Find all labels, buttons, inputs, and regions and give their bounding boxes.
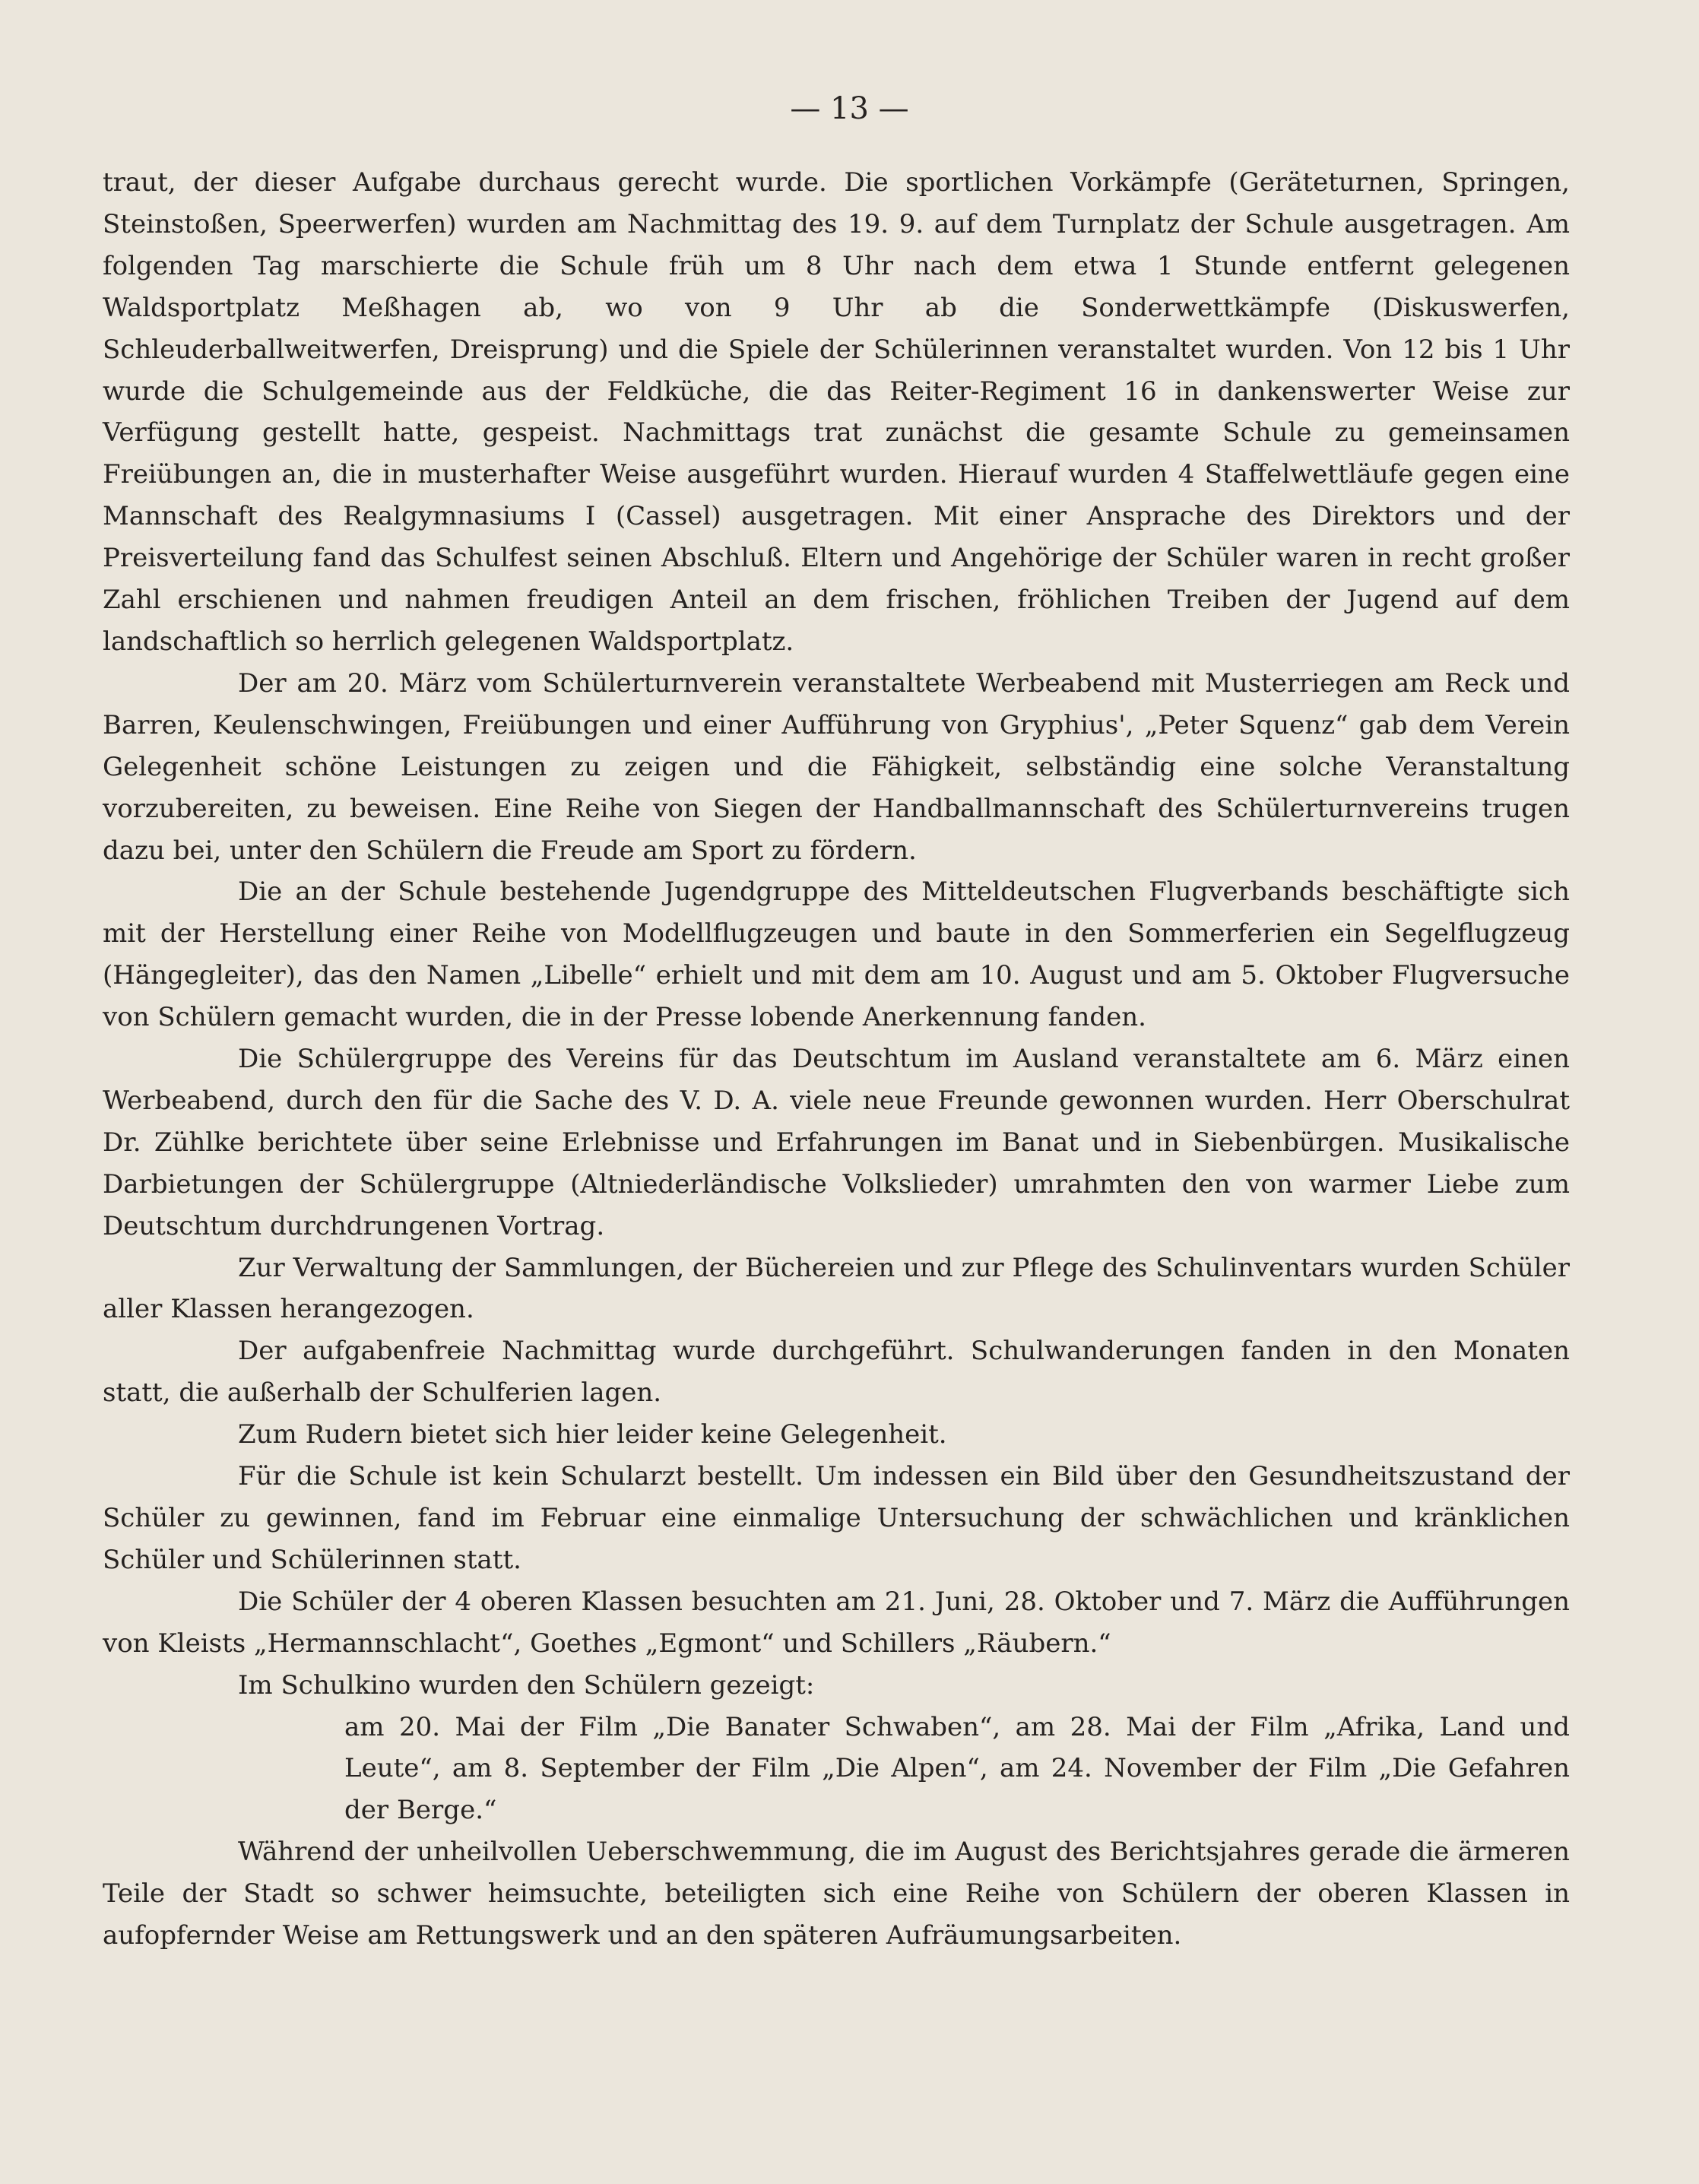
paragraph-ueberschwemmung: Während der unheilvollen Ueberschwemmung, die im August des Berichtsjahres gerade die ärmeren Teile der Stadt so schwer heimsuchte, beteiligten sich eine Reihe von Schülern der oberen Klassen in aufopfernder Weise am Rettungswerk und an den späteren Aufräumungsarbeiten. (103, 1837, 1570, 1951)
body-text (103, 162, 1570, 1957)
paragraph-schularzt: Für die Schule ist kein Schularzt bestellt. Um indessen ein Bild über den Gesundheitszustand der Schüler zu gewinnen, fand im Februar eine einmalige Untersuchung der schwächlichen und kränklichen Schüler und Schülerinnen statt. (103, 1461, 1570, 1575)
paragraph-sammlungen: Zur Verwaltung der Sammlungen, der Büchereien und zur Pflege des Schulinventars wurden Schüler aller Klassen herangezogen. (103, 1252, 1570, 1325)
paragraph-turnverein: Der am 20. März vom Schülerturnverein veranstaltete Werbeabend mit Musterriegen am Reck und Barren, Keulenschwingen, Freiübungen und einer Aufführung von Gryphius', „Peter Squenz“ gab dem Verein Gelegenheit schöne Leistungen zu zeigen und die Fähigkeit, selbständig eine solche Veranstaltung vorzubereiten, zu beweisen. Eine Reihe von Siegen der Handballmannschaft des Schülerturnvereins trugen dazu bei, unter den Schülern die Freude am Sport zu fördern. (103, 667, 1570, 866)
page-number: — 13 — (790, 91, 909, 126)
paragraph-vda-schuelergruppe: Die Schülergruppe des Vereins für das Deutschtum im Ausland veranstaltete am 6. März einen Werbeabend, durch den für die Sache des V. D. A. viele neue Freunde gewonnen wurden. Herr Oberschulrat Dr. Zühlke berichtete über seine Erlebnisse und Erfahrungen im Banat und in Siebenbürgen. Musikalische Darbietungen der Schülergruppe (Altniederländische Volkslieder) umrahmten den von warmer Liebe zum Deutschtum durchdrungenen Vortrag. (103, 1044, 1570, 1241)
paragraph-schulfest: traut, der dieser Aufgabe durchaus gerecht wurde. Die sportlichen Vorkämpfe (Geräteturnen, Springen, Steinstoßen, Speerwerfen) wurden am Nachmittag des 19. 9. auf dem Turnplatz der Schule ausgetragen. Am folgenden Tag marschierte die Schule früh um 8 Uhr nach dem etwa 1 Stunde entfernt gelegenen Waldsportplatz Meßhagen ab, wo von 9 Uhr ab die Sonderwettkämpfe (Diskuswerfen, Schleuderballweitwerfen, Dreisprung) und die Spiele der Schülerinnen veranstaltet wurden. Von 12 bis 1 Uhr wurde die Schulgemeinde aus der Feldküche, die das Reiter-Regiment 16 in dankenswerter Weise zur Verfügung gestellt hatte, gespeist. Nachmittags trat zunächst die gesamte Schule zu gemeinsamen Freiübungen an, die in musterhafter Weise ausgeführt wurden. Hierauf wurden 4 Staffelwettläufe gegen eine Mannschaft des Realgymnasiums I (Cassel) ausgetragen. Mit einer Ansprache des Direktors und der Preisverteilung fand das Schulfest seinen Abschluß. Eltern und Angehörige der Schüler waren in recht großer Zahl erschienen und nahmen freudigen Anteil an dem frischen, fröhlichen Treiben der Jugend auf dem landschaftlich so herrlich gelegenen Waldsportplatz. (103, 167, 1570, 657)
paragraph-nachmittag-wanderungen: Der aufgabenfreie Nachmittag wurde durchgeführt. Schulwanderungen fanden in den Monaten statt, die außerhalb der Schulferien lagen. (103, 1336, 1570, 1409)
paragraph-theaterbesuche: Die Schüler der 4 oberen Klassen besuchten am 21. Juni, 28. Oktober und 7. März die Aufführungen von Kleists „Hermannschlacht“, Goethes „Egmont“ und Schillers „Räubern.“ (103, 1586, 1570, 1659)
film-screening-list: am 20. Mai der Film „Die Banater Schwaben“, am 28. Mai der Film „Afrika, Land und Leute“, am 8. September der Film „Die Alpen“, am 24. November der Film „Die Gefahren der Berge.“ (344, 1711, 1570, 1826)
paragraph-jugendgruppe-flugverband: Die an der Schule bestehende Jugendgruppe des Mitteldeutschen Flugverbands beschäftigte sich mit der Herstellung einer Reihe von Modellflugzeugen und baute in den Sommerferien ein Segelflugzeug (Hängegleiter), das den Namen „Libelle“ erhielt und mit dem am 10. August und am 5. Oktober Flugversuche von Schülern gemacht wurden, die in der Presse lobende Anerkennung fanden. (103, 876, 1570, 1033)
paragraph-rudern: Zum Rudern bietet sich hier leider keine Gelegenheit. (238, 1419, 947, 1450)
paragraph-schulkino: Im Schulkino wurden den Schülern gezeigt: (238, 1669, 815, 1701)
